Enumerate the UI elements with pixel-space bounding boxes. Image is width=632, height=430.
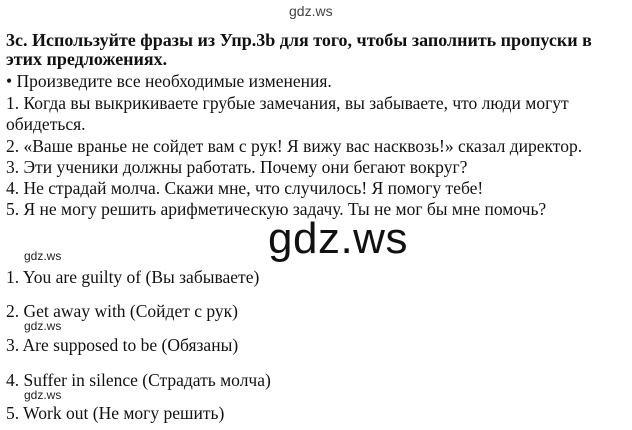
sentence-1a: 1. Когда вы выкрикиваете грубые замечания, вы забываете, что люди могут bbox=[6, 93, 569, 113]
exercise-title-line1: 3c. Используйте фразы из Упр.3b для того, чтобы заполнить пропуски в bbox=[6, 30, 592, 50]
sentence-1b: обидеться. bbox=[6, 114, 86, 134]
watermark-small-3: gdz.ws bbox=[24, 388, 62, 402]
watermark-small-2: gdz.ws bbox=[24, 319, 62, 333]
watermark-small-1: gdz.ws bbox=[24, 249, 62, 263]
sentence-4: 4. Не страдай молча. Скажи мне, что случилось! Я помогу тебе! bbox=[6, 178, 484, 198]
answer-2: 2. Get away with (Сойдет с рук) bbox=[6, 301, 238, 321]
answer-4: 4. Suffer in silence (Страдать молча) bbox=[6, 370, 271, 390]
sentence-3: 3. Эти ученики должны работать. Почему они бегают вокруг? bbox=[6, 157, 468, 177]
watermark-large: gdz.ws bbox=[268, 214, 408, 263]
exercise-title-line2: этих предложениях. bbox=[6, 49, 168, 69]
exercise-instruction: • Произведите все необходимые изменения. bbox=[6, 71, 332, 91]
answer-5: 5. Work out (Не могу решить) bbox=[6, 403, 225, 423]
sentence-5: 5. Я не могу решить арифметическую задачу. Ты не мог бы мне помочь? bbox=[6, 199, 547, 219]
answer-1: 1. You are guilty of (Вы забываете) bbox=[6, 267, 260, 287]
watermark-top: gdz.ws bbox=[289, 3, 333, 19]
sentence-2: 2. «Ваше вранье не сойдет вам с рук! Я вижу вас насквозь!» сказал директор. bbox=[6, 136, 583, 156]
answer-3: 3. Are supposed to be (Обязаны) bbox=[6, 335, 239, 355]
